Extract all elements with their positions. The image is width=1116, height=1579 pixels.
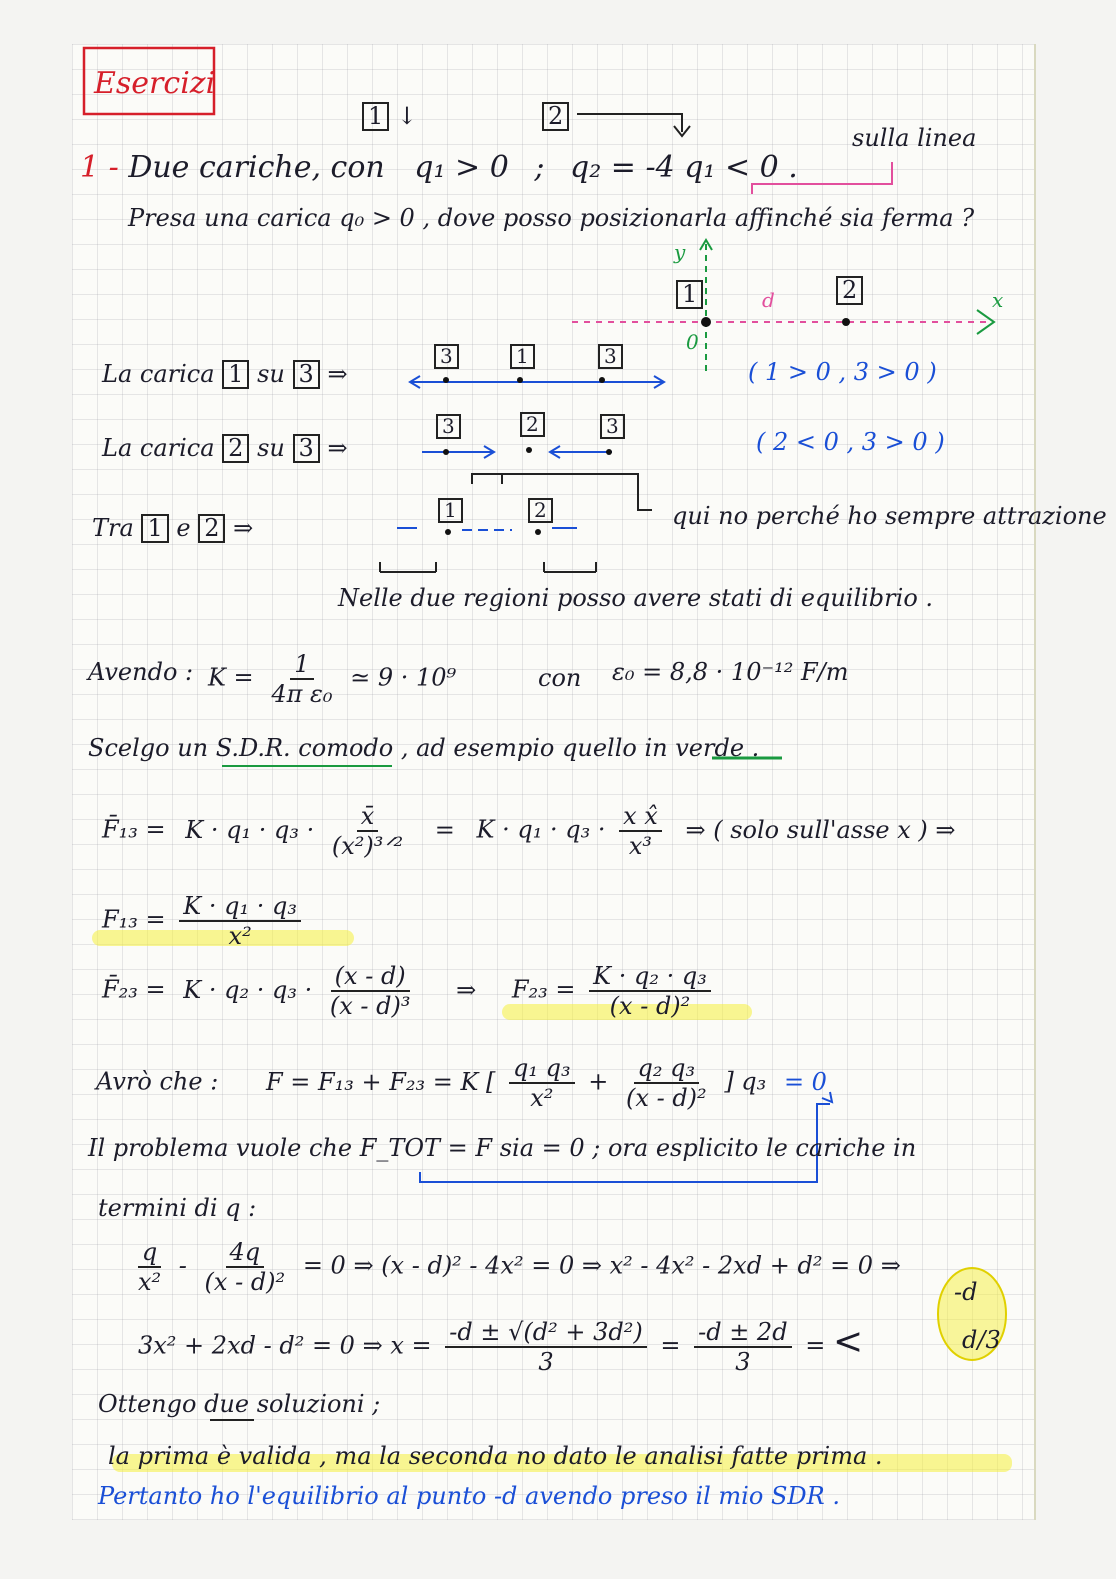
charge-1-point bbox=[701, 317, 711, 327]
case-1-l3: 3 bbox=[598, 344, 623, 369]
case-2-l1: 3 bbox=[436, 414, 461, 439]
solution-1: -d bbox=[954, 1278, 978, 1306]
drawing-layer bbox=[72, 44, 1034, 1520]
problem-number: 1 - bbox=[80, 150, 119, 185]
con-label: con bbox=[538, 664, 582, 692]
case-1-l1: 3 bbox=[434, 344, 459, 369]
no-equilibrium-note: qui no perché ho sempre attrazione bbox=[672, 502, 1107, 530]
equation-total-force: Avrò che : F = F₁₃ + F₂₃ = K [ $\frac{\text{q₁ q₃}}{\text{x²}}$ + $\frac{\text{q₂ q₃}}{\text{(x - d)²}}$ ] q₃ = 0 bbox=[96, 1054, 827, 1112]
k-definition: K = $\frac{1}{\text{4π ε₀}}$ ≃ 9 · 10⁹ bbox=[208, 650, 457, 708]
charge-1-label: 1 ↓ bbox=[362, 102, 417, 131]
equation-f13: F₁₃ = $\frac{\text{K · q₁ · q₃}}{\text{x²}}$ bbox=[102, 892, 307, 950]
sdr-line: Scelgo un S.D.R. comodo , ad esempio quello in verde . bbox=[88, 734, 760, 762]
case-2-l2: 2 bbox=[520, 412, 545, 437]
origin-label: 0 bbox=[686, 330, 699, 354]
distance-label: d bbox=[762, 288, 775, 312]
case-3-l2: 2 bbox=[528, 498, 553, 523]
charge-2-point bbox=[842, 318, 850, 326]
note-on-line: sulla linea bbox=[852, 124, 977, 152]
conclusion-line1: Ottengo due soluzioni ; bbox=[98, 1390, 381, 1418]
axis-charge-1: 1 bbox=[676, 280, 703, 309]
regions-note: Nelle due regioni posso avere stati di equilibrio . bbox=[338, 584, 934, 612]
charge-2-label: 2 bbox=[542, 102, 569, 131]
equation-f13-vector: F̄₁₃ = K · q₁ · q₃ · $\frac{x̄}{\text{(x²)³ᐟ²}}$ = K · q₁ · q₃ · $\frac{\text{x x̂}}{\text{x³}}$ ⇒ ( solo sull'asse x ) ⇒ bbox=[102, 802, 956, 860]
solution-2: d/3 bbox=[962, 1326, 1001, 1354]
conclusion-line2: la prima è valida , ma la seconda no dato le analisi fatte prima . bbox=[108, 1442, 883, 1470]
arrow-line bbox=[577, 114, 682, 132]
problem-requirement-line: Il problema vuole che F_TOT = F sia = 0 ; ora esplicito le cariche in bbox=[88, 1134, 917, 1162]
notebook-page bbox=[72, 44, 1107, 1520]
page-title: Esercizi bbox=[94, 66, 216, 101]
terms-line: termini di q : bbox=[98, 1194, 257, 1222]
problem-statement-line2: Presa una carica q₀ > 0 , dove posso posizionarla affinché sia ferma ? bbox=[128, 204, 975, 232]
avendo-label: Avendo : bbox=[88, 658, 194, 686]
x-axis-label: x bbox=[992, 288, 1004, 312]
epsilon-value: ε₀ = 8,8 · 10⁻¹² F/m bbox=[612, 658, 849, 686]
conclusion-line3: Pertanto ho l'equilibrio al punto -d avendo preso il mio SDR . bbox=[98, 1482, 840, 1510]
case-1-l2: 1 bbox=[510, 344, 535, 369]
case-2-l3: 3 bbox=[600, 414, 625, 439]
case-3-l1: 1 bbox=[438, 498, 463, 523]
y-axis-label: y bbox=[674, 240, 686, 264]
problem-statement-line1: 1 - Due cariche, con q₁ > 0 ; q₂ = -4 q₁ < 0 . bbox=[80, 150, 798, 185]
case-3-label: Tra 1 e 2 ⇒ bbox=[92, 514, 254, 542]
case-2-label: La carica 2 su 3 ⇒ bbox=[102, 434, 348, 462]
case-2-condition: ( 2 < 0 , 3 > 0 ) bbox=[756, 428, 945, 456]
case-1-label: La carica 1 su 3 ⇒ bbox=[102, 360, 348, 388]
equation-f23: F̄₂₃ = K · q₂ · q₃ · $\frac{(x - d)}{\text{(x - d)³}}$ ⇒ F₂₃ = $\frac{\text{K · q₂ · q₃}}{\text{(x - d)²}}$ bbox=[102, 962, 717, 1020]
case-1-condition: ( 1 > 0 , 3 > 0 ) bbox=[748, 358, 937, 386]
equation-q-terms: $\frac{q}{\text{x²}}$ - $\frac{4q}{\text{(x - d)²}}$ = 0 ⇒ (x - d)² - 4x² = 0 ⇒ x² - 4x² - 2xd + d² = 0 ⇒ bbox=[138, 1238, 901, 1296]
axis-charge-2: 2 bbox=[836, 276, 863, 305]
equation-quadratic: 3x² + 2xd - d² = 0 ⇒ x = $\frac{\text{-d ± √(d² + 3d²)}}{3}$ = $\frac{-d \pm 2d}{3}$ = < bbox=[138, 1318, 864, 1376]
